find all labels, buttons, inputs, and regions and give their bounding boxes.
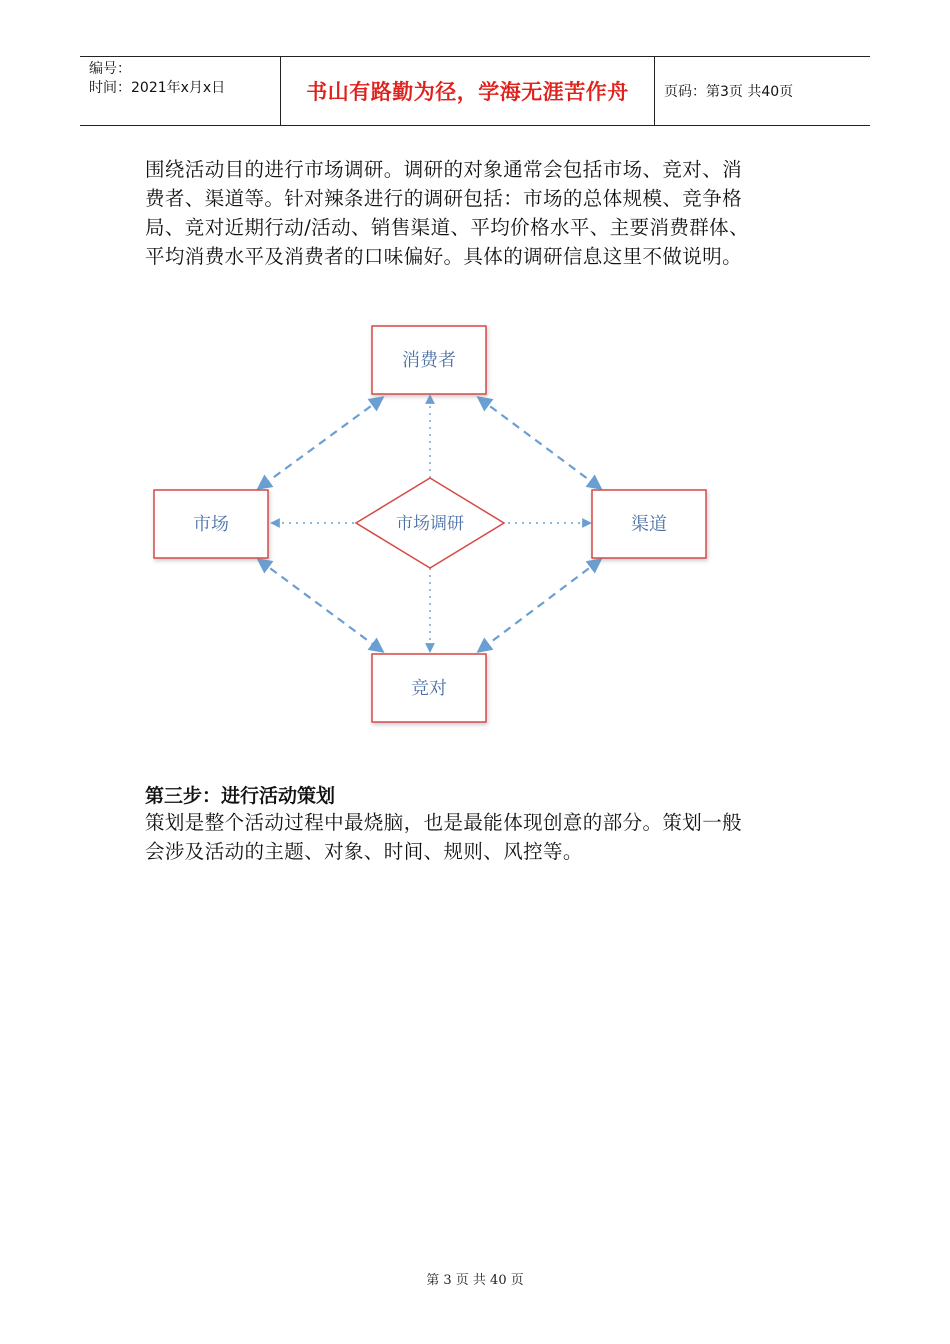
document-date-label: 时间：2021年x月x日 bbox=[89, 80, 226, 96]
node-competitor-label: 竞对 bbox=[411, 678, 447, 699]
arrow-top-right bbox=[479, 398, 600, 488]
arrow-bottom-right bbox=[479, 560, 600, 651]
node-competitor bbox=[372, 654, 486, 722]
paragraph-line: 策划是整个活动过程中最烧脑，也是最能体现创意的部分。策划一般 bbox=[145, 811, 743, 834]
step3-heading: 第三步：进行活动策划 bbox=[145, 785, 336, 807]
market-research-diagram bbox=[140, 310, 730, 740]
node-consumer-label: 消费者 bbox=[402, 350, 456, 371]
arrow-bottom-left bbox=[259, 560, 382, 651]
paragraph-line: 平均消费水平及消费者的口味偏好。具体的调研信息这里不做说明。 bbox=[145, 245, 743, 268]
node-market bbox=[154, 490, 268, 558]
node-consumer bbox=[372, 326, 486, 394]
arrow-top-left bbox=[259, 398, 382, 488]
document-number-label: 编号： bbox=[89, 61, 131, 77]
node-market-research-label: 市场调研 bbox=[396, 514, 464, 534]
node-market-research bbox=[356, 478, 504, 568]
node-channel bbox=[592, 490, 706, 558]
paragraph-line: 会涉及活动的主题、对象、时间、规则、风控等。 bbox=[145, 840, 583, 863]
header-motto-cell bbox=[281, 57, 655, 125]
node-channel-label: 渠道 bbox=[631, 514, 667, 535]
page-footer bbox=[0, 1269, 950, 1288]
paragraph-line: 局、竞对近期行动/活动、销售渠道、平均价格水平、主要消费群体、 bbox=[145, 216, 749, 239]
page-header bbox=[80, 56, 870, 126]
header-page-cell bbox=[655, 57, 870, 125]
header-meta-cell bbox=[80, 57, 281, 125]
paragraph-market-research bbox=[145, 155, 815, 271]
node-market-label: 市场 bbox=[193, 514, 229, 535]
header-page-info: 页码：第3页 共40页 bbox=[664, 84, 794, 100]
header-motto: 书山有路勤为径，学海无涯苦作舟 bbox=[306, 80, 629, 104]
paragraph-planning bbox=[145, 808, 815, 866]
footer-page-number: 第 3 页 共 40 页 bbox=[426, 1273, 524, 1288]
paragraph-line: 费者、渠道等。针对辣条进行的调研包括：市场的总体规模、竞争格 bbox=[145, 187, 743, 210]
paragraph-line: 围绕活动目的进行市场调研。调研的对象通常会包括市场、竞对、消 bbox=[145, 158, 743, 181]
